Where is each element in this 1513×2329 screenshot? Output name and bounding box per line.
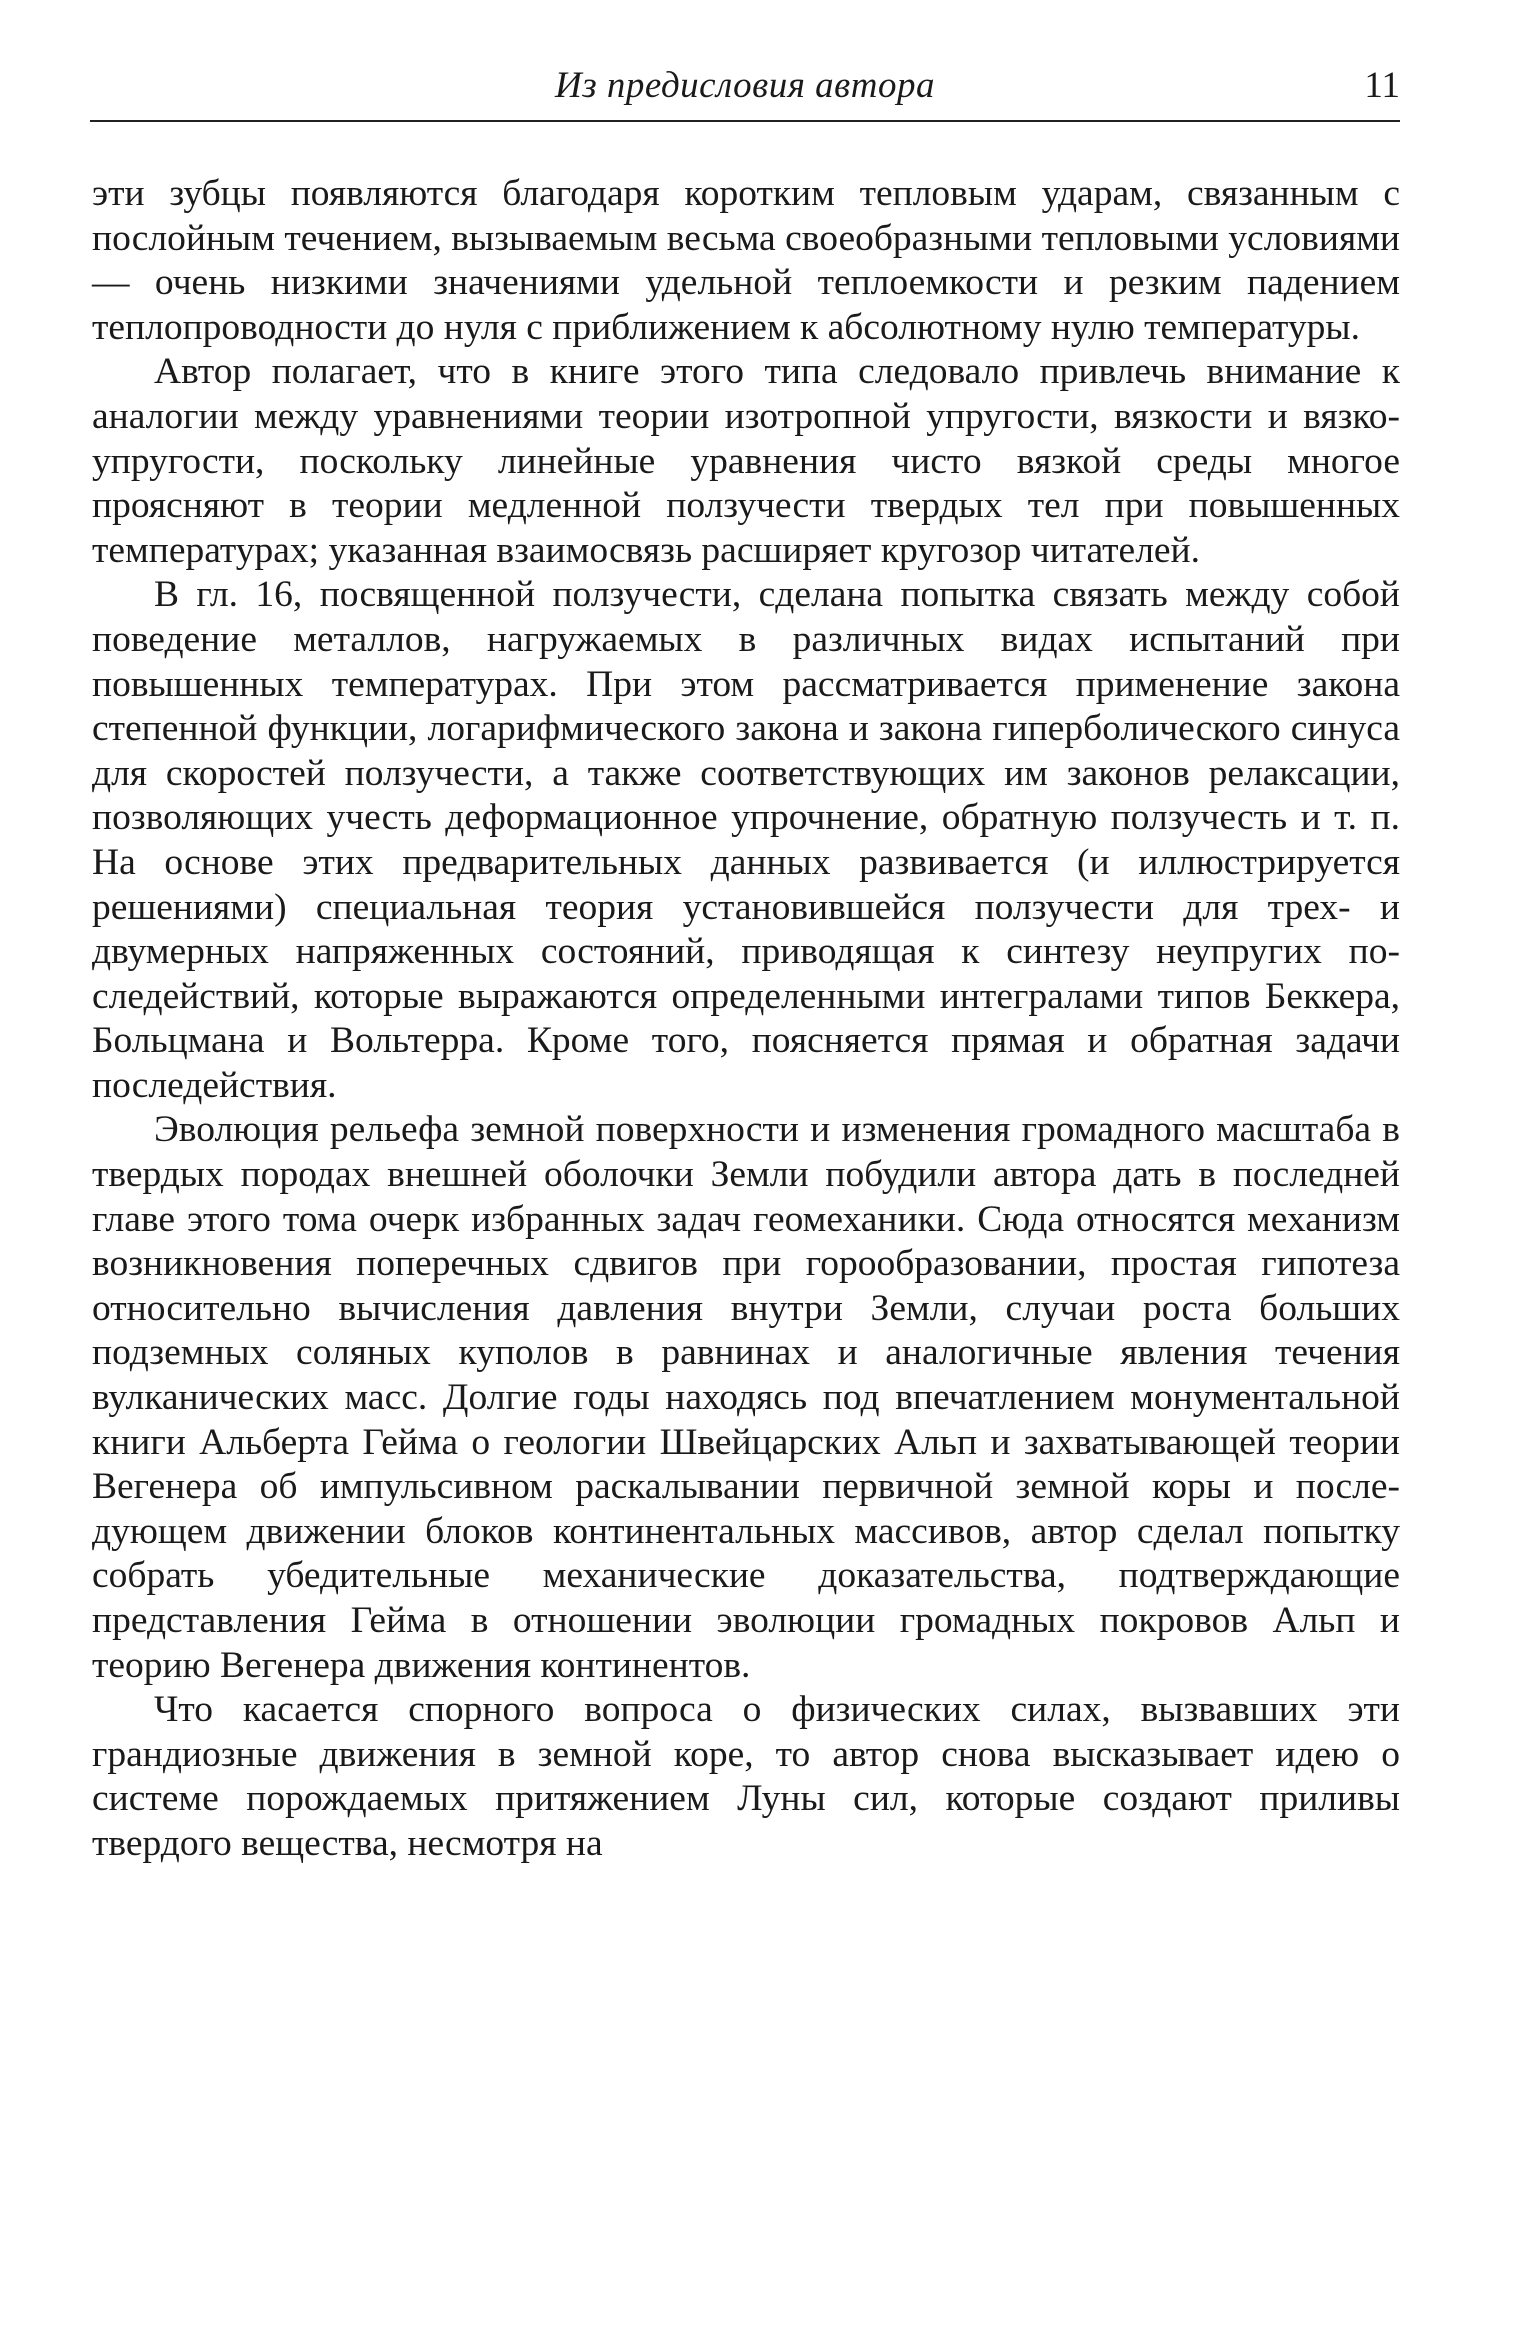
body-text: [92, 172, 1400, 1867]
paragraph-physical-forces: Что касается спорного вопроса о физических силах, вызвавших эти грандиозные движения в земной коре, то автор снова высказывает идею о системе порождаемых притяжением Луны сил, которые создают приливы твердого вещества, несмотря на: [92, 1689, 1400, 1864]
paragraph-analogy: Автор полагает, что в книге этого типа следовало привлечь внимание к аналогии между уравнениями теории изотропной упругости, вязкости и вязко-упругости, поскольку линейные уравнения чисто вязкой среды многое проясняют в теории медленной ползучести твердых тел при повышенных температурах; указанная взаимосвязь расширяет кругозор читателей.: [92, 351, 1400, 571]
running-header: [90, 60, 1400, 120]
header-rule: [90, 120, 1400, 122]
paragraph-continuation: эти зубцы появляются благодаря коротким тепловым ударам, связанным с послойным течением, вызываемым весьма своеобразными тепловыми условиями — очень низкими значениями удельной теплоемкости и резким падением теплопроводности до нуля с приближением к абсолютному нулю температуры.: [92, 173, 1400, 348]
paragraph-geomechanics: Эволюция рельефа земной поверхности и изменения громадного масштаба в твердых породах внешней оболочки Земли побудили автора дать в последней главе этого тома очерк избранных задач геомеханики. Сюда относятся механизм возникновения поперечных сдвигов при горообразовании, простая гипотеза относительно вычисления давления внутри Земли, случаи роста больших подземных соляных куполов в равнинах и аналогичные явления течения вулканических масс. Долгие годы находясь под впечатлением монументальной книги Альберта Гейма о геологии Швейцарских Альп и захватывающей теории Вегенера об импульсивном раскалывании первичной земной коры и последующем движении блоков континентальных массивов, автор сделал попытку собрать убедительные механические доказательства, подтверждающие представления Гейма в отношении эволюции громадных покровов Альп и теорию Вегенера движения континентов.: [92, 1109, 1400, 1686]
running-title: Из предисловия автора: [555, 65, 935, 106]
paragraph-creep-chapter: В гл. 16, посвященной ползучести, сделана попытка связать между собой поведение металлов, нагружаемых в различных видах испытаний при повышенных температурах. При этом рассматривается применение закона степенной функции, логарифмического закона и закона гиперболического синуса для скоростей ползучести, а также соответствующих им законов релаксации, позволяющих учесть деформационное упрочнение, обратную ползучесть и т. п. На основе этих предварительных данных развивается (и иллюстрируется решениями) специальная теория установившейся ползучести для трех- и двумерных напряженных состояний, приводящая к синтезу неупругих последействий, которые выражаются определенными интегралами типов Беккера, Больцмана и Вольтерра. Кроме того, поясняется прямая и обратная задачи последействия.: [92, 574, 1400, 1106]
page-number: 11: [1364, 65, 1400, 106]
